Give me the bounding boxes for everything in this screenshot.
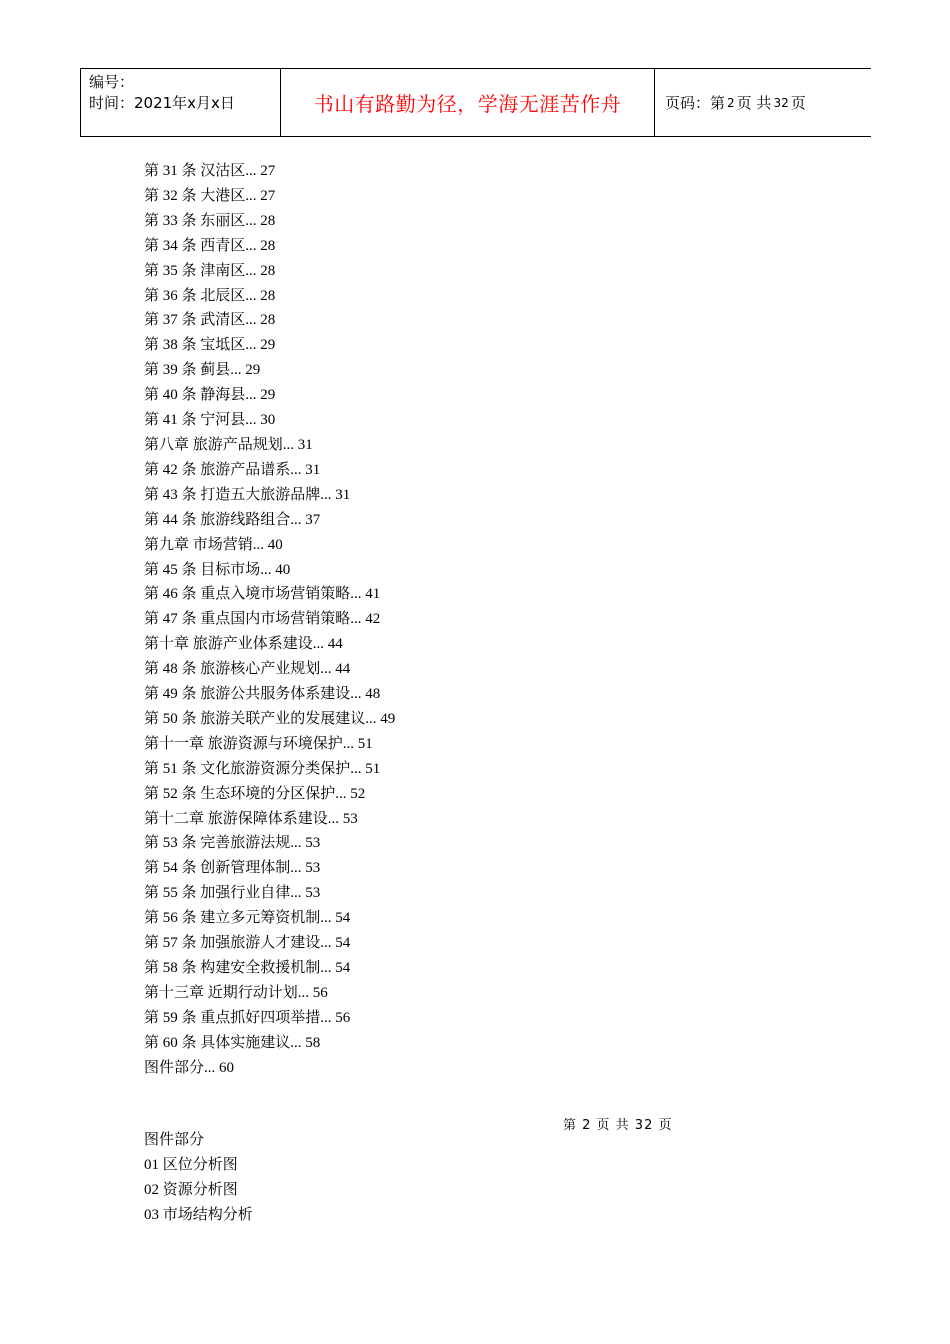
toc-entry: 第 35 条 津南区... 28	[144, 262, 276, 279]
toc-entry: 第 31 条 汉沽区... 27	[144, 163, 276, 179]
document-time-label: 时间：2021年x月x日	[89, 94, 235, 112]
toc-entry: 第 38 条 宝坻区... 29	[144, 337, 276, 354]
page-total: 32	[773, 95, 789, 110]
toc-entry: 第 56 条 建立多元筹资机制... 54	[144, 910, 351, 927]
toc-entry: 第 60 条 具体实施建议... 58	[144, 1034, 321, 1051]
toc-entry: 第 47 条 重点国内市场营销策略... 42	[144, 611, 381, 628]
toc-entry: 第 40 条 静海县... 29	[144, 387, 276, 404]
header-motto: 书山有路勤为径，学海无涯苦作舟	[281, 69, 655, 136]
page-mid: 页 共	[736, 94, 772, 112]
toc-entry: 第 58 条 构建安全救援机制... 54	[144, 960, 351, 976]
header-info-cell	[81, 69, 281, 136]
toc-entry: 第 49 条 旅游公共服务体系建设... 48	[144, 686, 381, 703]
toc-entry: 第 33 条 东丽区... 28	[144, 212, 276, 229]
toc-chapter: 第八章 旅游产品规划... 31	[144, 436, 313, 453]
appendix-list	[144, 1128, 253, 1228]
toc-chapter: 第十三章 近期行动计划... 56	[144, 984, 328, 1001]
toc-entry: 第 59 条 重点抓好四项举措... 56	[144, 1009, 351, 1026]
toc-entry: 第 45 条 目标市场... 40	[144, 561, 291, 578]
toc-entry: 第 46 条 重点入境市场营销策略... 41	[144, 586, 381, 603]
toc-entry: 第 36 条 北辰区... 28	[144, 287, 276, 304]
toc-entry: 第 48 条 旅游核心产业规划... 44	[144, 661, 351, 678]
appendix-item: 02 资源分析图	[144, 1182, 238, 1198]
toc-chapter: 第十一章 旅游资源与环境保护... 51	[144, 735, 373, 752]
toc-entry: 图件部分... 60	[144, 1059, 235, 1076]
toc-chapter: 第十章 旅游产业体系建设... 44	[144, 636, 343, 653]
header-page-info	[655, 69, 871, 136]
toc-entry: 第 50 条 旅游关联产业的发展建议... 49	[144, 710, 396, 727]
toc-entry: 第 57 条 加强旅游人才建设... 54	[144, 935, 351, 952]
toc-entry: 第 44 条 旅游线路组合... 37	[144, 511, 321, 528]
appendix-item: 01 区位分析图	[144, 1157, 238, 1173]
toc-entry: 第 52 条 生态环境的分区保护... 52	[144, 785, 366, 802]
toc-entry: 第 51 条 文化旅游资源分类保护... 51	[144, 760, 381, 777]
toc-entry: 第 41 条 宁河县... 30	[144, 412, 276, 429]
toc-entry: 第 54 条 创新管理体制... 53	[144, 860, 321, 877]
document-header	[80, 68, 871, 137]
appendix-item: 03 市场结构分析	[144, 1207, 253, 1223]
toc-chapter: 第十二章 旅游保障体系建设... 53	[144, 810, 358, 827]
toc-entry: 第 39 条 蓟县... 29	[144, 362, 261, 379]
table-of-contents	[144, 159, 395, 1081]
page-current: 2	[727, 95, 735, 110]
appendix-title: 图件部分	[144, 1132, 205, 1148]
toc-entry: 第 43 条 打造五大旅游品牌... 31	[144, 486, 351, 503]
toc-entry: 第 55 条 加强行业自律... 53	[144, 885, 321, 902]
toc-entry: 第 34 条 西青区... 28	[144, 237, 276, 254]
document-number-label: 编号：	[89, 73, 135, 91]
page-suffix: 页	[790, 94, 806, 112]
page-footer: 第 2 页 共 32 页	[563, 1118, 673, 1133]
toc-chapter: 第九章 市场营销... 40	[144, 536, 283, 553]
page-prefix: 页码：第	[665, 94, 726, 112]
toc-entry: 第 53 条 完善旅游法规... 53	[144, 835, 321, 852]
toc-entry: 第 42 条 旅游产品谱系... 31	[144, 461, 321, 478]
toc-entry: 第 37 条 武清区... 28	[144, 312, 276, 329]
toc-entry: 第 32 条 大港区... 27	[144, 187, 276, 204]
